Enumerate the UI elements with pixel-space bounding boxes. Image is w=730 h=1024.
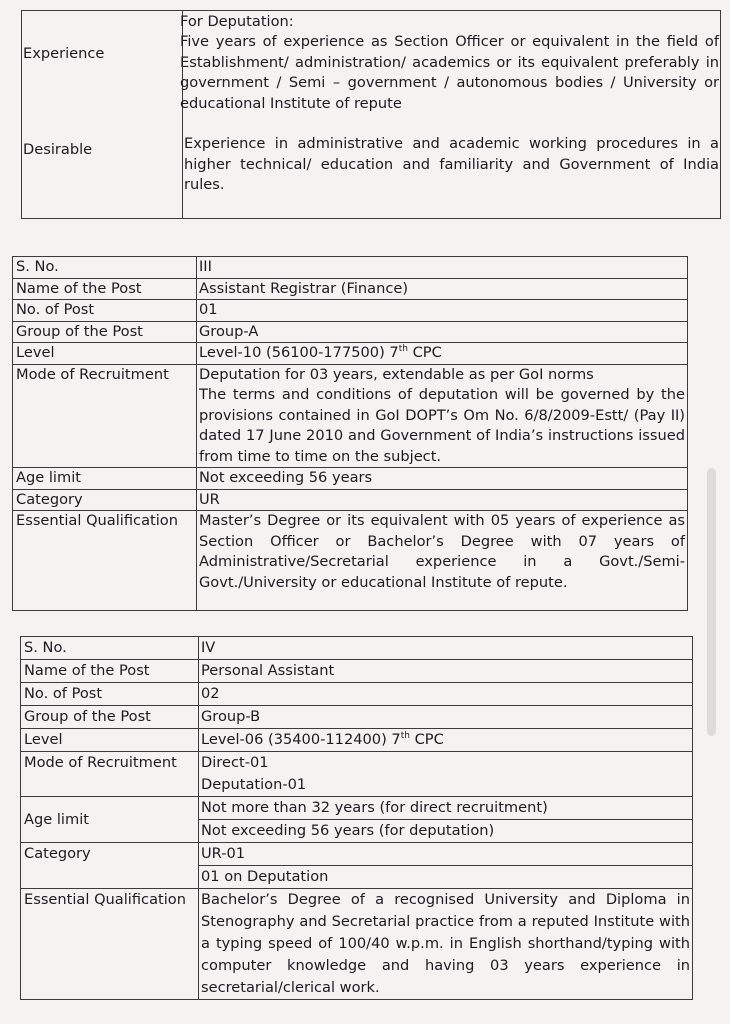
table-row	[13, 489, 688, 511]
table-row	[21, 706, 693, 729]
row-value: Group-B	[199, 706, 693, 729]
table-row	[13, 257, 688, 279]
desirable-text: Experience in administrative and academic working procedures in a higher technical/ education and familiarity and Government of India rules.	[184, 135, 719, 193]
deputation-value: Deputation-01	[201, 776, 307, 793]
row-label: Name of the Post	[21, 660, 199, 683]
row-label: Category	[21, 843, 199, 889]
deputation-heading: For Deputation:	[180, 13, 294, 30]
row-label: Group of the Post	[13, 321, 197, 343]
row-label: Essential Qualification	[21, 889, 199, 1000]
category-ur: UR-01	[199, 843, 692, 866]
row-value: IV	[199, 637, 693, 660]
row-label: Age limit	[13, 468, 197, 490]
row-label: Level	[13, 343, 197, 365]
direct-age: Not more than 32 years (for direct recruitment)	[199, 797, 692, 820]
level-suffix: CPC	[409, 731, 444, 748]
level-suffix: CPC	[407, 344, 442, 361]
superscript: th	[400, 731, 410, 742]
table-row	[13, 300, 688, 322]
level-text: Level-06 (35400-112400) 7	[201, 731, 401, 748]
table-row	[21, 637, 693, 660]
row-value: Not exceeding 56 years	[197, 468, 688, 490]
row-label: No. of Post	[21, 683, 199, 706]
row-label: No. of Post	[13, 300, 197, 322]
row-value: UR	[197, 489, 688, 511]
experience-text: Five years of experience as Section Officer or equivalent in the field of Establishment/ administration/ academics or its equivalent preferably in government / Semi – government / autonomous bodies / University or educational Institute of repute	[180, 33, 719, 112]
level-text: Level-10 (56100-177500) 7	[199, 344, 399, 361]
recruitment-mode: Deputation for 03 years, extendable as per GoI norms	[199, 365, 594, 383]
row-value: Personal Assistant	[199, 660, 693, 683]
row-value: 02	[199, 683, 693, 706]
row-label: Mode of Recruitment	[21, 752, 199, 797]
scrollbar[interactable]	[707, 468, 716, 736]
row-label: Name of the Post	[13, 278, 197, 300]
table-row	[21, 729, 693, 752]
row-value: Master’s Degree or its equivalent with 05 years of experience as Section Officer or Bachelor’s Degree with 07 years of Administrative/Secretarial experience in a Govt./Semi-Govt./University or educational Institute of repute.	[197, 511, 688, 611]
row-label: Age limit	[21, 797, 199, 843]
row-label: Category	[13, 489, 197, 511]
row-value	[199, 797, 693, 843]
row-label: S. No.	[13, 257, 197, 279]
table-row	[21, 797, 693, 843]
table-row	[21, 683, 693, 706]
category-deputation: 01 on Deputation	[201, 868, 329, 885]
table-row	[13, 364, 688, 468]
row-value: 01	[197, 300, 688, 322]
table-row	[21, 752, 693, 797]
post-table-iii	[12, 256, 688, 611]
deputation-terms: The terms and conditions of deputation will be governed by the provisions contained in GoI DOPT’s Om No. 6/8/2009-Estt/ (Pay II) dated 17 June 2010 and Government of India’s instructions issued from time to time on the subject.	[199, 386, 685, 465]
table-row	[21, 889, 693, 1000]
row-label: Essential Qualification	[13, 511, 197, 611]
table-row	[21, 660, 693, 683]
row-label: Group of the Post	[21, 706, 199, 729]
desirable-label: Desirable	[23, 141, 93, 158]
deputation-age: Not exceeding 56 years (for deputation)	[201, 822, 495, 839]
row-value	[199, 843, 693, 889]
table-row	[21, 843, 693, 889]
table1-label-cell	[22, 11, 183, 219]
table-row	[13, 468, 688, 490]
table-row	[13, 343, 688, 365]
row-value	[197, 364, 688, 468]
row-value: III	[197, 257, 688, 279]
post-table-iv	[20, 636, 693, 1000]
row-label: S. No.	[21, 637, 199, 660]
table-row	[13, 511, 688, 611]
table-row	[13, 321, 688, 343]
row-value: Group-A	[197, 321, 688, 343]
row-value	[197, 343, 688, 365]
row-value: Assistant Registrar (Finance)	[197, 278, 688, 300]
experience-label: Experience	[23, 45, 105, 62]
row-value	[199, 752, 693, 797]
direct-value: Direct-01	[201, 754, 269, 771]
table-row	[13, 278, 688, 300]
row-label: Mode of Recruitment	[13, 364, 197, 468]
row-value: Bachelor’s Degree of a recognised University and Diploma in Stenography and Secretarial practice from a reputed Institute with a typing speed of 100/40 w.p.m. in English shorthand/typing with computer knowledge and having 03 years experience in secretarial/clerical work.	[199, 889, 693, 1000]
row-value	[199, 729, 693, 752]
superscript: th	[398, 344, 408, 355]
row-label: Level	[21, 729, 199, 752]
